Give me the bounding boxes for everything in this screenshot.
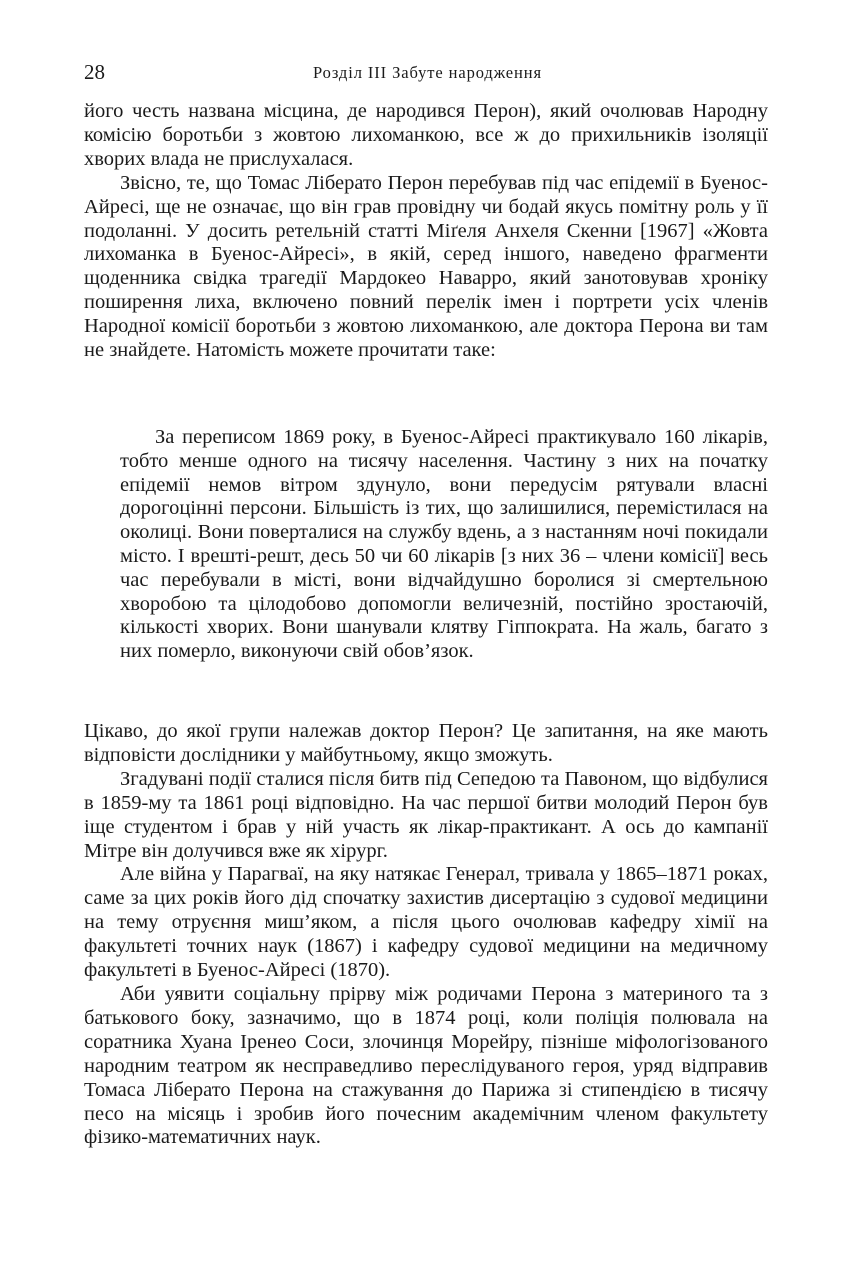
page-number: 28 (84, 60, 105, 84)
running-head: Розділ III Забуте народження (313, 63, 542, 82)
paragraph: Звісно, те, що Томас Ліберато Перон перебував під час епідемії в Буенос-Айресі, ще не означає, що він грав провідну чи бодай якусь помітну роль у її подоланні. У досить ретельній статті Міґеля Анхеля Скенни [1967] «Жовта лихоманка в Буенос-Айресі», в якій, серед іншого, наведено фрагменти щоденника свідка трагедії Мардокео Наварро, який занотовував хроніку поширення лиха, включено повний перелік імен і портрети усіх членів Народної комісії боротьби з жовтою лихоманкою, але доктора Перона ви там не знайдете. Натомість можете прочитати таке: (84, 171, 768, 362)
body-text-top (84, 100, 768, 363)
paragraph-continued: його честь названа місцина, де народився Перон), який очолював Народну комісію боротьби з жовтою лихоманкою, все ж до прихильників ізоляції хворих влада не прислухалася. (84, 100, 768, 170)
body-text-bottom (84, 720, 768, 1150)
quote-text: За переписом 1869 року, в Буенос-Айресі практикувало 160 лікарів, тобто менше одного на тисячу населення. Частину з них на початку епідемії немов вітром здунуло, вони передусім рятували власні дорогоцінні персони. Більшість із тих, що залишилися, перемістилася на околиці. Вони поверталися на службу вдень, а з настанням ночі покидали місто. І врешті-решт, десь 50 чи 60 лікарів [з них 36 – члени комісії] весь час перебували в місті, вони відчайдушно боролися зі смертельною хворобою та цілодобово допомогли величезній, постійно зростаючій, кількості хворих. Вони шанували клятву Гіппократа. На жаль, багато з них померло, виконуючи свій обов’язок. (120, 426, 768, 663)
paragraph: Аби уявити соціальну прірву між родичами Перона з материного та з батькового боку, зазначимо, що в 1874 році, коли поліція полювала на соратника Хуана Іренео Соси, злочинця Морейру, пізніше міфологізованого народним театром як несправедливо переслідуваного героя, уряд відправив Томаса Ліберато Перона на стажування до Парижа зі стипендією в тисячу песо на місяць і зробив його почесним академічним членом факультету фізико-математичних наук. (84, 982, 768, 1149)
paragraph: Цікаво, до якої групи належав доктор Перон? Це запитання, на яке мають відповісти дослідники у майбутньому, якщо зможуть. (84, 720, 768, 766)
paragraph: Згадувані події сталися після битв під Сепедою та Павоном, що відбулися в 1859-му та 1861 році відповідно. На час першої битви молодий Перон був іще студентом і брав у ній участь як лікар-практикант. А ось до кампанії Мітре він долучився вже як хірург. (84, 767, 768, 862)
block-quote (120, 426, 768, 664)
paragraph: Але війна у Парагваї, на яку натякає Генерал, тривала у 1865–1871 роках, саме за цих років його дід спочатку захистив дисертацію з судової медицини на тему отруєння миш’яком, а після цього очолював кафедру хімії на факультеті точних наук (1867) і кафедру судової медицини на медичному факультеті в Буенос-Айресі (1870). (84, 863, 768, 982)
